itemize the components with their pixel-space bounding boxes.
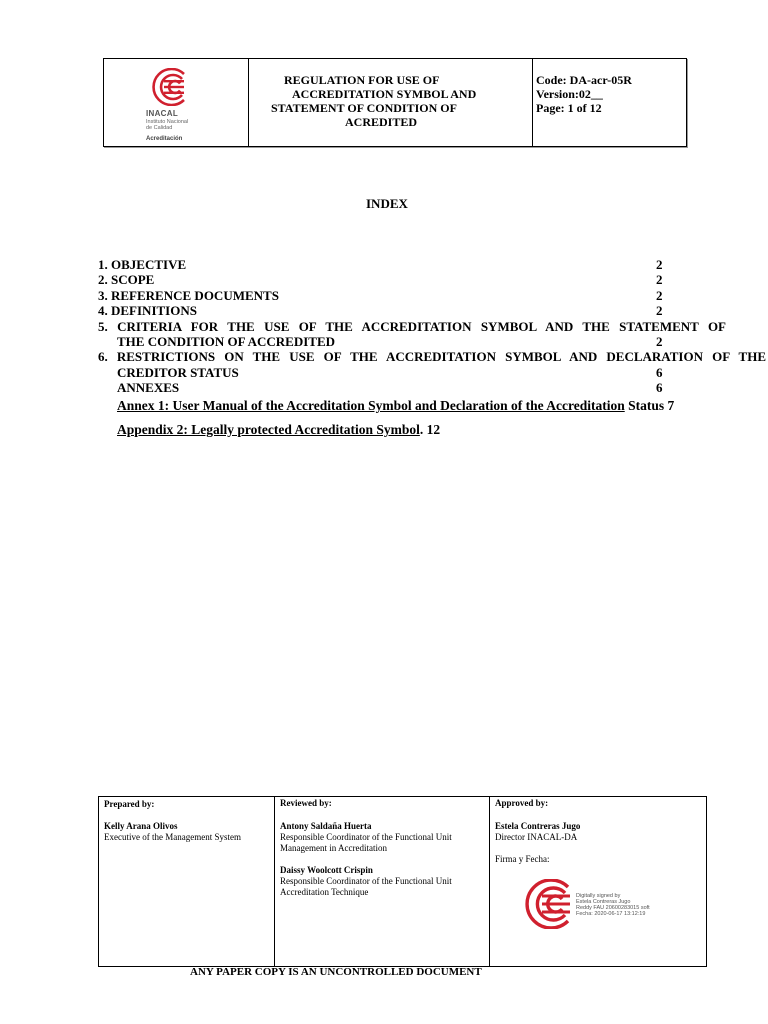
toc-item-references: 3. REFERENCE DOCUMENTS xyxy=(98,288,279,303)
inacal-logo-icon xyxy=(142,68,188,106)
doc-title-line-1: REGULATION FOR USE OF xyxy=(284,73,440,87)
logo-subtitle-2: de Calidad xyxy=(146,125,173,131)
toc-item-scope: 2. SCOPE xyxy=(98,272,155,287)
reviewed-cell xyxy=(275,797,490,966)
logo-division: Acreditación xyxy=(146,136,183,142)
doc-title-line-2: ACCREDITATION SYMBOL AND xyxy=(292,87,477,101)
approval-table xyxy=(98,796,707,967)
doc-title-line-3: STATEMENT OF CONDITION OF xyxy=(271,101,457,115)
toc-item-definitions: 4. DEFINITIONS xyxy=(98,303,197,318)
doc-page-number: Page: 1 of 12 xyxy=(536,101,602,115)
reviewer-2-role-1: Responsible Coordinator of the Functional Unit xyxy=(280,876,452,886)
signature-line-1: Digitally signed by xyxy=(576,893,621,899)
annex-2-page: . 12 xyxy=(419,422,441,437)
doc-code: Code: DA-acr-05R xyxy=(536,73,632,87)
toc-page-scope: 2 xyxy=(656,272,663,287)
logo-subtitle-1: Instituto Nacional xyxy=(146,119,189,125)
toc-item-criteria: 5. CRITERIA FOR THE USE OF THE ACCREDITATION SYMBOL AND THE STATEMENT OF xyxy=(98,319,726,334)
approved-cell xyxy=(490,797,706,966)
prepared-role: Executive of the Management System xyxy=(104,832,241,842)
toc-item-restrictions: 6. RESTRICTIONS ON THE USE OF THE ACCREDITATION SYMBOL AND DECLARATION OF THE xyxy=(98,349,766,364)
toc-item-restrictions-cont: CREDITOR STATUS xyxy=(117,365,239,380)
prepared-cell xyxy=(99,797,275,966)
toc-page-restrictions: 6 xyxy=(656,365,663,380)
annex-2-text: Appendix 2: Legally protected Accreditation Symbol xyxy=(117,422,420,437)
reviewer-2-role-2: Accreditation Technique xyxy=(280,887,369,897)
prepared-heading: Prepared by: xyxy=(104,799,155,809)
toc-page-criteria: 2 xyxy=(656,334,663,349)
toc-item-objective: 1. OBJECTIVE xyxy=(98,257,187,272)
approver-role: Director INACAL-DA xyxy=(495,832,578,842)
annex-2-link[interactable] xyxy=(117,422,440,438)
title-cell xyxy=(249,59,533,146)
digital-signature-logo-icon xyxy=(512,879,574,929)
reviewer-1-name: Antony Saldaña Huerta xyxy=(280,821,372,831)
uncontrolled-copy-notice: ANY PAPER COPY IS AN UNCONTROLLED DOCUMENT xyxy=(190,966,482,978)
reviewed-heading: Reviewed by: xyxy=(280,798,332,808)
prepared-name: Kelly Arana Olivos xyxy=(104,821,178,831)
toc-page-references: 2 xyxy=(656,288,663,303)
doc-title-line-4: ACREDITED xyxy=(345,115,418,129)
document-header-table xyxy=(103,58,687,147)
toc-page-annexes: 6 xyxy=(656,380,663,395)
toc-page-definitions: 2 xyxy=(656,303,663,318)
annex-1-link[interactable] xyxy=(117,398,674,414)
toc-page-objective: 2 xyxy=(656,257,663,272)
annex-1-page: Status 7 xyxy=(624,398,675,413)
approver-name: Estela Contreras Jugo xyxy=(495,821,581,831)
index-heading: INDEX xyxy=(366,196,408,211)
signature-line-3: Reddy FAU 20600283015 soft xyxy=(576,905,650,911)
signature-line-2: Estela Contreras Jugo xyxy=(576,899,631,905)
reviewer-1-role-2: Management in Accreditation xyxy=(280,843,387,853)
toc-item-criteria-cont: THE CONDITION OF ACCREDITED xyxy=(117,334,336,349)
reviewer-2-name: Daissy Woolcott Crispin xyxy=(280,865,373,875)
toc-item-annexes: ANNEXES xyxy=(117,380,180,395)
annex-1-text: Annex 1: User Manual of the Accreditation Symbol and Declaration of the Accreditation xyxy=(117,398,625,413)
meta-cell xyxy=(533,59,686,146)
sign-date-label: Firma y Fecha: xyxy=(495,854,550,864)
approved-heading: Approved by: xyxy=(495,798,549,808)
reviewer-1-role-1: Responsible Coordinator of the Functional Unit xyxy=(280,832,452,842)
signature-line-4: Fecha: 2020-06-17 13:12:19 xyxy=(576,911,646,917)
logo-cell xyxy=(104,59,249,146)
doc-version: Version:02__ xyxy=(536,87,603,101)
logo-name: INACAL xyxy=(146,109,179,118)
